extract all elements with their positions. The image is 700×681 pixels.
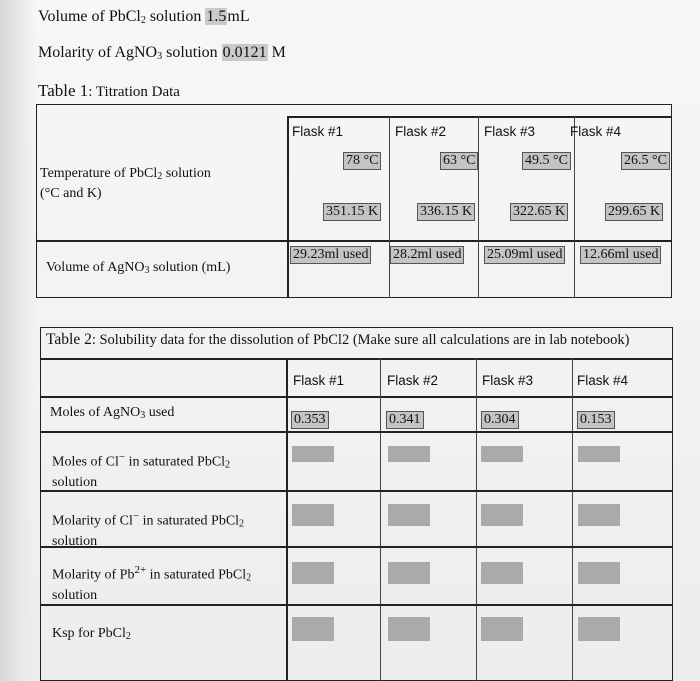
label-part: Molarity of Pb — [52, 567, 135, 583]
redacted-cell — [292, 504, 334, 526]
volume-tail: solution — [145, 8, 206, 25]
sub: 2 — [140, 15, 146, 26]
table1-title-rest: : Titration Data — [88, 84, 180, 100]
moles-flask3: 0.304 — [481, 411, 519, 429]
label-part: Ksp for PbCl — [52, 626, 126, 641]
sup: − — [132, 510, 140, 522]
sub: 3 — [144, 265, 150, 276]
temp-c-flask3: 49.5 °C — [522, 152, 571, 170]
table2-title — [46, 331, 629, 349]
label-part: solution — [162, 166, 211, 181]
label-part: in saturated PbCl — [146, 567, 247, 583]
label-part: Moles of Cl — [52, 454, 119, 470]
moles-flask1: 0.353 — [291, 411, 329, 429]
temp-c-flask2: 63 °C — [440, 152, 478, 170]
t1-flask1-header: Flask #1 — [292, 124, 344, 139]
redacted-cell — [481, 617, 523, 641]
molarity-unit: M — [271, 44, 286, 61]
temp-k-flask4: 299.65 K — [605, 203, 663, 221]
moles-cl-label — [52, 449, 230, 491]
redacted-cell — [388, 446, 430, 462]
t2-flask4-header: Flask #4 — [577, 373, 629, 388]
label-part: Volume of AgNO — [46, 260, 145, 275]
table2-title-bold: Table 2 — [46, 331, 92, 348]
redacted-cell — [481, 504, 523, 526]
table2-title-rest: : Solubility data for the dissolution of PbCl2 (Make sure all calculations are in lab notebook) — [91, 332, 630, 348]
table1-row-divider — [36, 240, 672, 242]
volume-label: Volume of PbCl — [38, 8, 141, 25]
temp-k-flask3: 322.65 K — [510, 203, 568, 221]
molarity-line — [38, 44, 286, 62]
volume-flask3: 25.09ml used — [484, 246, 565, 264]
label-part: Temperature of PbCl — [40, 166, 158, 181]
volume-line — [38, 8, 250, 26]
t1-flask2-header: Flask #2 — [395, 124, 447, 139]
temp-c-flask4: 26.5 °C — [621, 152, 670, 170]
redacted-cell — [292, 562, 334, 584]
table2-title-divider — [40, 358, 673, 360]
moles-agno3-label — [50, 404, 174, 424]
t2-flask1-header: Flask #1 — [293, 373, 345, 388]
table1-col3 — [478, 116, 479, 298]
redacted-cell — [578, 504, 620, 526]
volume-flask1: 29.23ml used — [290, 246, 371, 264]
molarity-label: Molarity of AgNO — [38, 44, 158, 61]
volume-row-label — [46, 259, 286, 279]
label-part: solution — [52, 587, 98, 603]
label-part: solution (mL) — [149, 260, 231, 275]
redacted-cell — [578, 446, 620, 462]
temp-row-label — [40, 165, 280, 202]
table2-row4-divider — [40, 604, 673, 606]
label-part: solution — [52, 533, 98, 549]
redacted-cell — [578, 562, 620, 584]
table2-col3 — [476, 358, 477, 681]
t2-flask2-header: Flask #2 — [387, 373, 439, 388]
ksp-label — [52, 625, 131, 645]
table1-col-divider — [287, 116, 289, 298]
molarity-pb-label — [52, 562, 251, 604]
sub: 2 — [246, 572, 252, 584]
sub: 3 — [157, 51, 163, 62]
t1-flask4-header: Flask #4 — [570, 124, 622, 139]
volume-unit: mL — [227, 8, 250, 25]
table2-col4 — [572, 358, 573, 681]
sup: 2+ — [134, 564, 147, 576]
redacted-cell — [481, 446, 523, 462]
volume-flask2: 28.2ml used — [390, 246, 464, 264]
label-part: Molarity of Cl — [52, 513, 133, 529]
table1-title-bold: Table 1 — [38, 81, 89, 100]
sub: 2 — [125, 631, 131, 642]
t1-flask3-header: Flask #3 — [484, 124, 536, 139]
redacted-cell — [388, 617, 430, 641]
table2-col-divider — [286, 358, 288, 681]
temp-k-flask1: 351.15 K — [323, 203, 381, 221]
molarity-value: 0.0121 — [222, 44, 267, 61]
table1-title — [38, 81, 180, 101]
volume-flask4: 12.66ml used — [580, 246, 661, 264]
redacted-cell — [578, 617, 620, 641]
redacted-cell — [292, 617, 334, 641]
redacted-cell — [292, 446, 334, 462]
molarity-cl-label — [52, 508, 244, 550]
redacted-cell — [388, 562, 430, 584]
label-part: in saturated PbCl — [125, 454, 226, 470]
table2-header-divider — [40, 396, 673, 398]
redacted-cell — [388, 504, 430, 526]
label-part: (°C and K) — [40, 186, 102, 201]
label-part: solution — [52, 474, 98, 490]
label-part: in saturated PbCl — [139, 513, 240, 529]
label-part: used — [145, 405, 175, 420]
moles-flask2: 0.341 — [386, 411, 424, 429]
moles-flask4: 0.153 — [577, 411, 615, 429]
t2-flask3-header: Flask #3 — [482, 373, 534, 388]
label-part: Moles of AgNO — [50, 405, 141, 420]
molarity-tail: solution — [162, 44, 222, 61]
table2-col2 — [380, 358, 381, 681]
table2-row1-divider — [40, 431, 673, 433]
volume-value: 1.5 — [206, 8, 227, 25]
temp-k-flask2: 336.15 K — [417, 203, 475, 221]
table1-col4 — [574, 116, 575, 298]
sup: − — [118, 451, 126, 463]
redacted-cell — [481, 562, 523, 584]
table1-col2 — [389, 116, 390, 298]
sub: 2 — [239, 518, 245, 530]
sub: 2 — [225, 459, 231, 471]
sub: 3 — [140, 410, 146, 421]
sub: 2 — [157, 171, 163, 182]
table1-inner-top — [287, 116, 672, 118]
temp-c-flask1: 78 °C — [343, 152, 381, 170]
